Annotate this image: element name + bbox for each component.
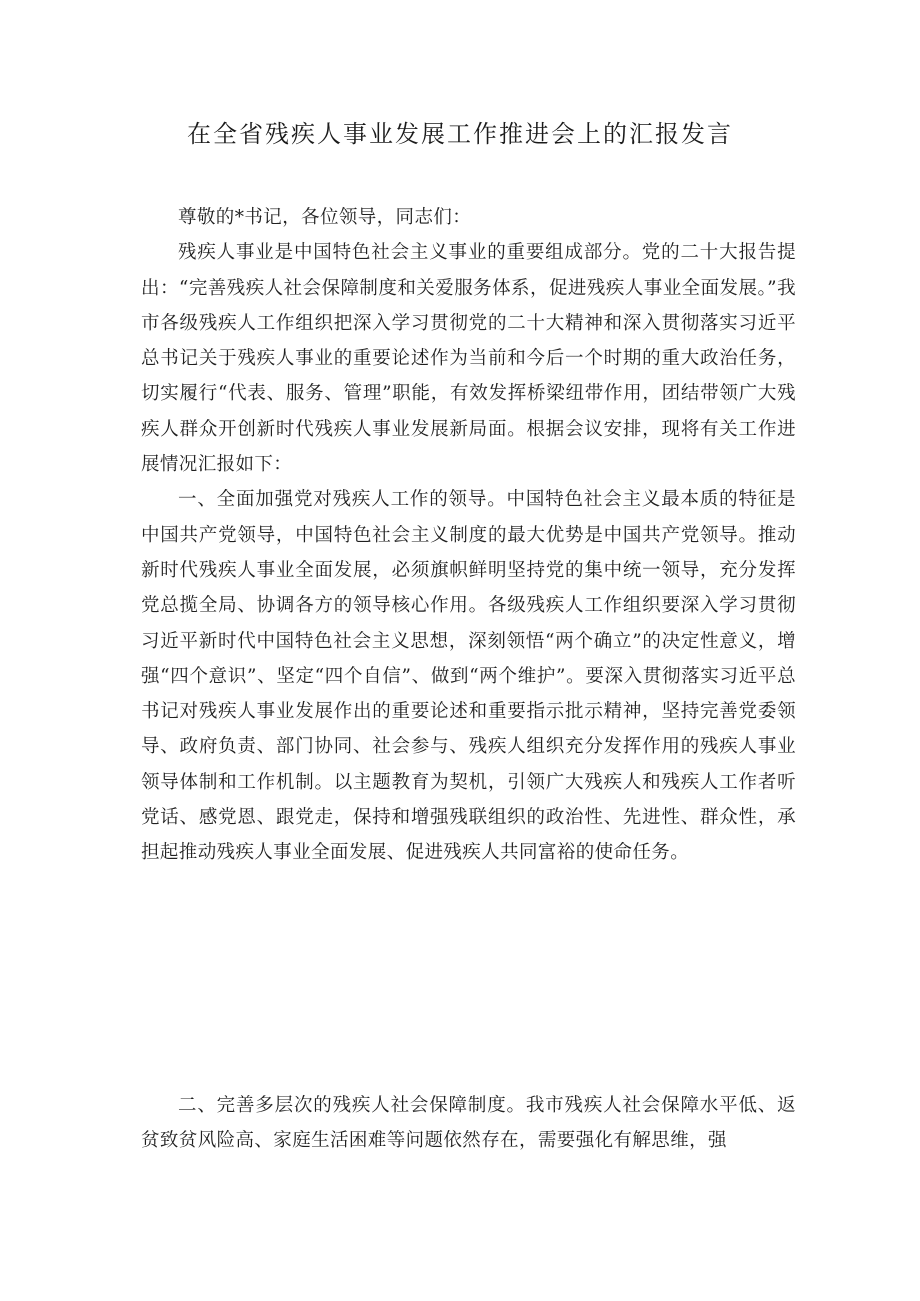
paragraph-section-1: 一、全面加强党对残疾人工作的领导。中国特色社会主义最本质的特征是中国共产党领导，中国特色社会主义制度的最大优势是中国共产党领导。推动新时代残疾人事业全面发展，必须旗帜鲜明坚持党的集中统一领导，充分发挥党总揽全局、协调各方的领导核心作用。各级残疾人工作组织要深入学习贯彻习近平新时代中国特色社会主义思想，深刻领悟“两个确立”的决定性意义，增强“四个意识”、坚定“四个自信”、做到“两个维护”。要深入贯彻落实习近平总书记对残疾人事业发展作出的重要论述和重要指示批示精神，坚持完善党委领导、政府负责、部门协同、社会参与、残疾人组织充分发挥作用的残疾人事业领导体制和工作机制。以主题教育为契机，引领广大残疾人和残疾人工作者听党话、感党恩、跟党走，保持和增强残联组织的政治性、先进性、群众性，承担起推动残疾人事业全面发展、促进残疾人共同富裕的使命任务。 [141, 489, 796, 864]
paragraph-intro: 残疾人事业是中国特色社会主义事业的重要组成部分。党的二十大报告提出：“完善残疾人社会保障制度和关爱服务体系，促进残疾人事业全面发展。”我市各级残疾人工作组织把深入学习贯彻党的二十大精神和深入贯彻落实习近平总书记关于残疾人事业的重要论述作为当前和今后一个时期的重大政治任务，切实履行“代表、服务、管理”职能，有效发挥桥梁纽带作用，团结带领广大残疾人群众开创新时代残疾人事业发展新局面。根据会议安排，现将有关工作进展情况汇报如下： [141, 242, 796, 476]
document-body-lower [141, 1088, 796, 1159]
document-title: 在全省残疾人事业发展工作推进会上的汇报发言 [187, 120, 733, 148]
salutation: 尊敬的*书记，各位领导，同志们： [178, 207, 472, 228]
document-body-upper [141, 200, 796, 871]
paragraph-section-2: 二、完善多层次的残疾人社会保障制度。我市残疾人社会保障水平低、返贫致贫风险高、家庭生活困难等问题依然存在，需要强化有解思维，强 [141, 1095, 796, 1152]
